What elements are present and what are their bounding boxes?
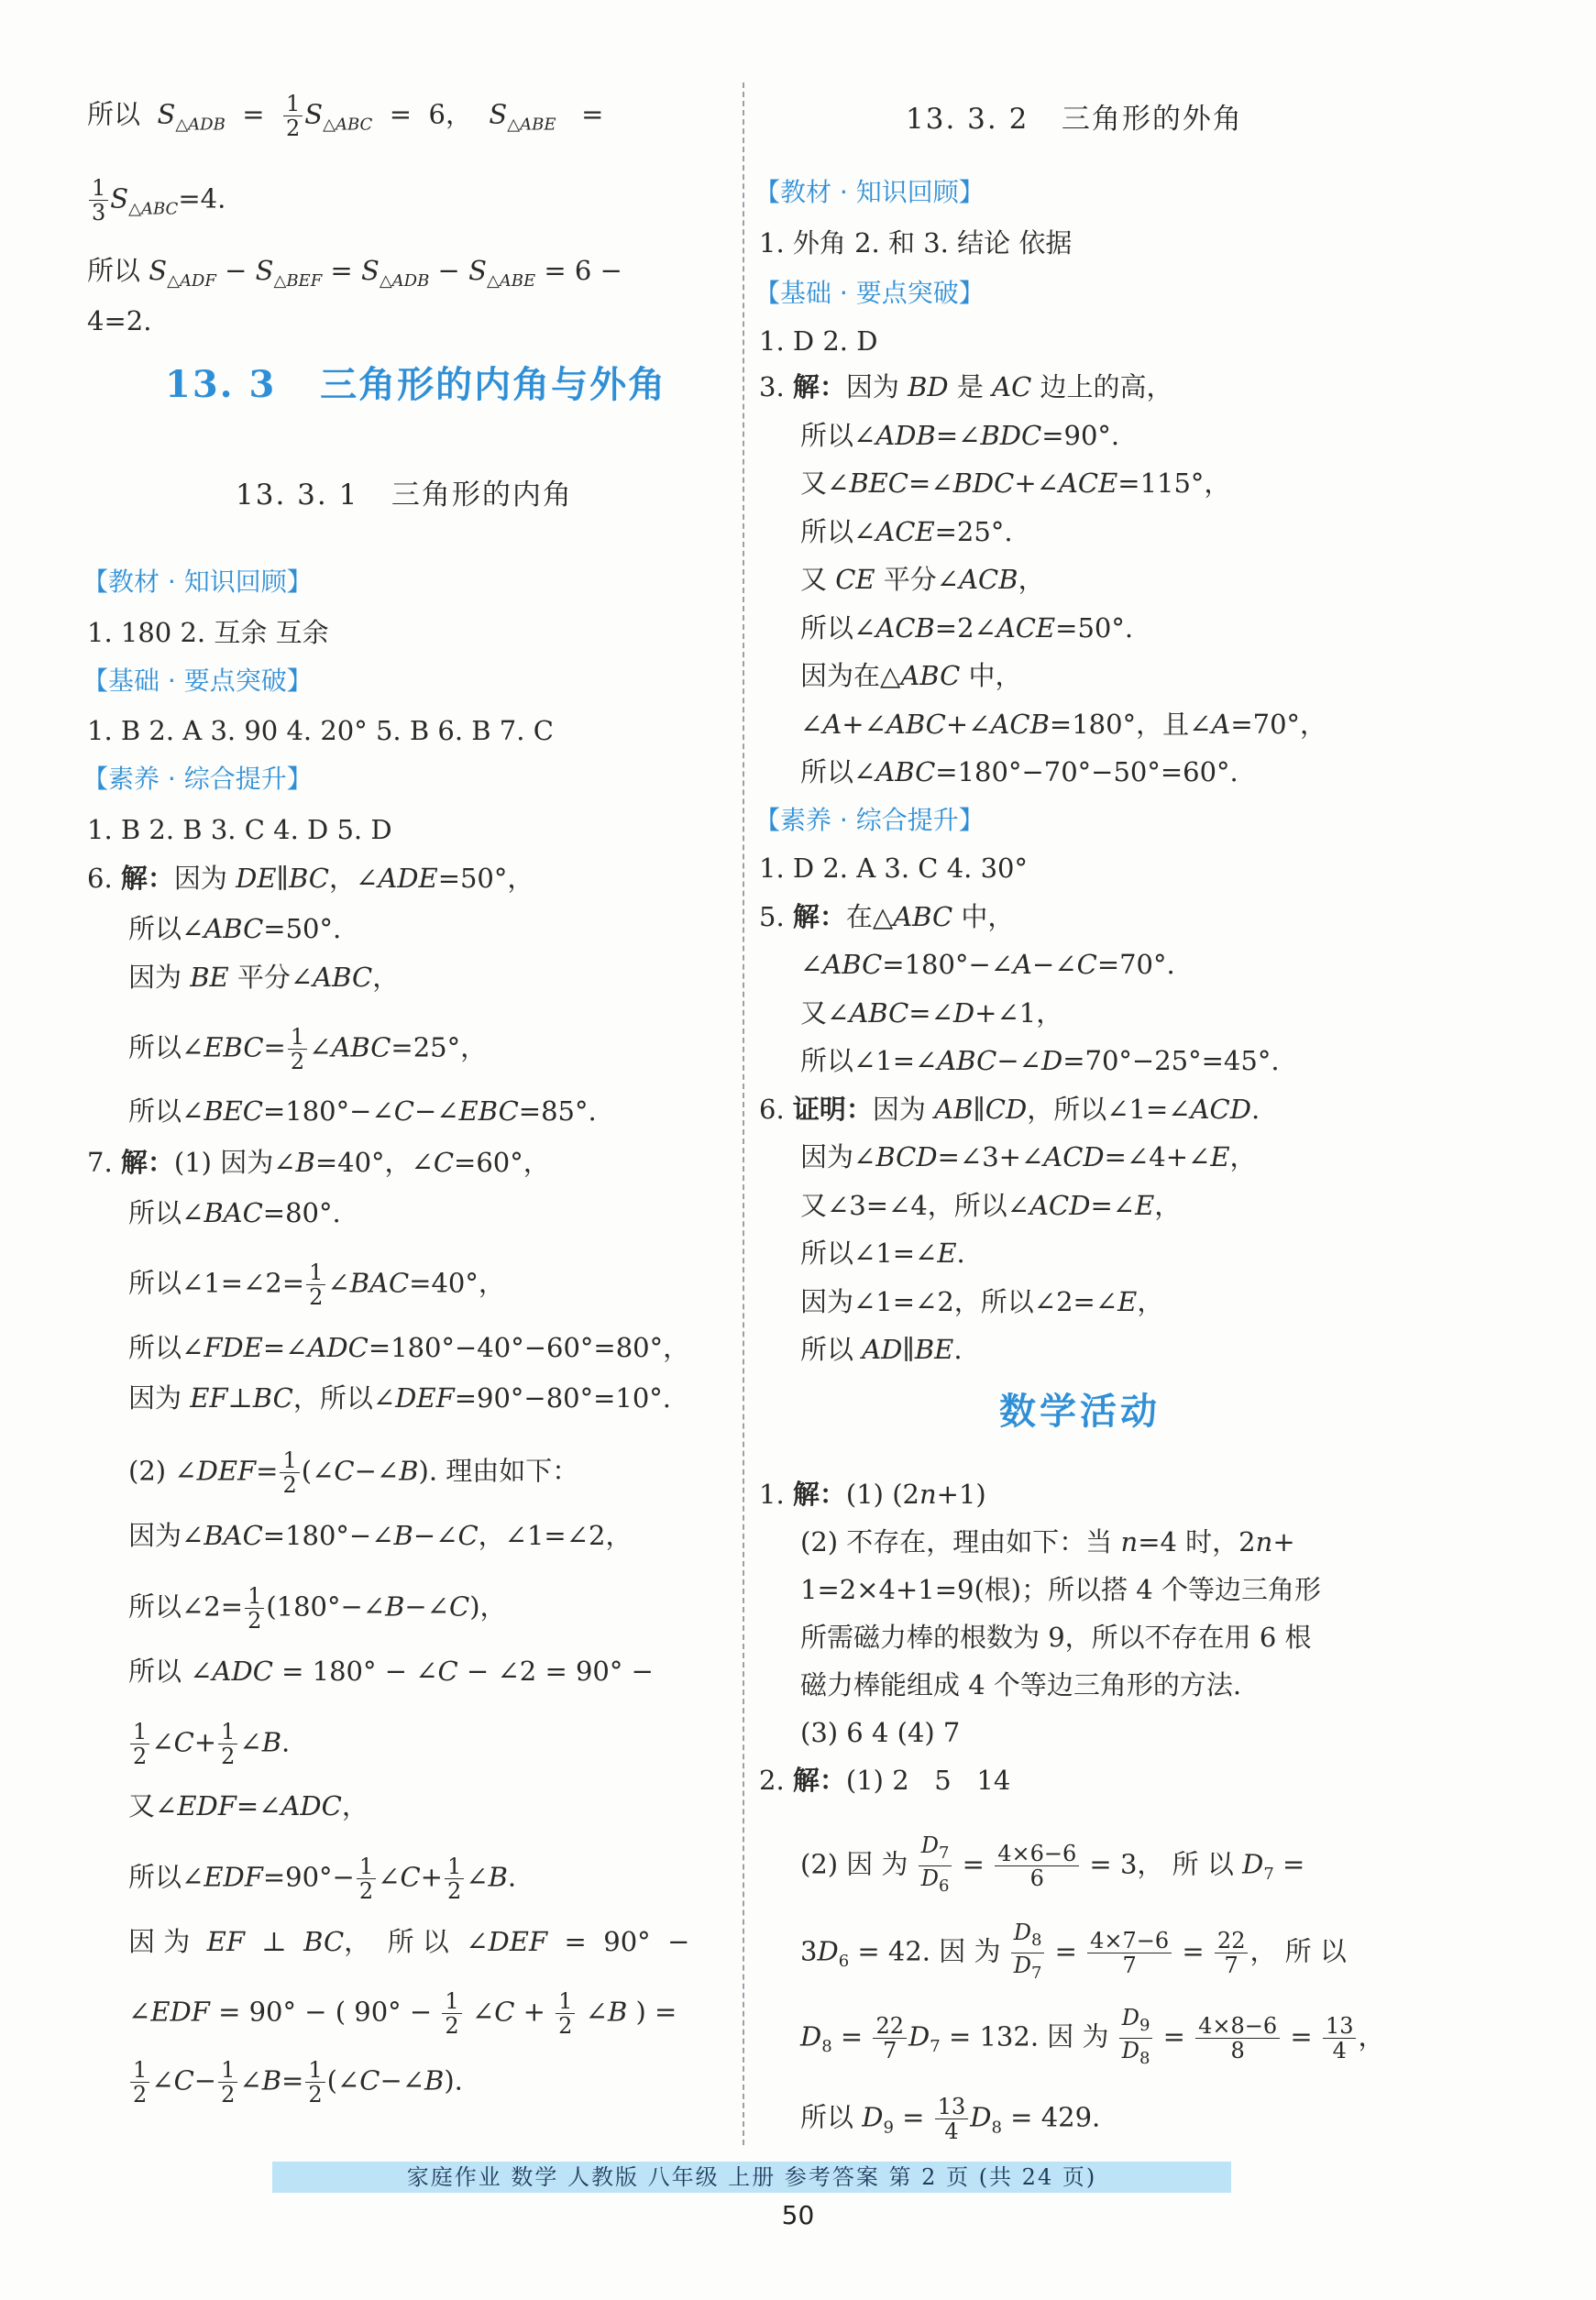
text-line: 因为∠1=∠2，所以∠2=∠E， <box>800 1286 1164 1317</box>
column-divider <box>743 83 744 2145</box>
text-line: ∠A+∠ABC+∠ACB=180°，且∠A=70°， <box>800 709 1327 740</box>
text-line: 因为 BE 平分∠ABC， <box>128 962 400 993</box>
text-line: $\frac{1}{2}$ ∠C− $\frac{1}{2}$ ∠B= $\frac{1}{2}$ (∠C−∠B). <box>128 2058 463 2107</box>
text-line: 所以∠2= $\frac{1}{2}$ (180°−∠B−∠C)， <box>128 1583 507 1634</box>
text-line: ∠EDF = 90° − ( 90° − $\frac{1}{2}$ ∠C + $\frac{1}{2}$ ∠B ) = <box>128 1988 677 2039</box>
text-line: ∠ABC=180°−∠A−∠C=70°. <box>800 949 1175 980</box>
text-line: 4=2. <box>87 305 152 336</box>
subsection-heading: 13. 3. 2 三角形的外角 <box>906 103 1243 136</box>
text-line: 所以 ∠ADC = 180° − ∠C − ∠2 = 90° − <box>128 1656 654 1687</box>
footer-bar: 家庭作业 数学 人教版 八年级 上册 参考答案 第 2 页 (共 24 页) <box>272 2162 1231 2193</box>
text-line: 6. 解：因为 DE∥BC，∠ADE=50°， <box>87 863 534 894</box>
text-line: 所以∠ADB=∠BDC=90°. <box>800 420 1120 451</box>
text-line: (2) ∠DEF= $\frac{1}{2}$ (∠C−∠B). 理由如下： <box>128 1447 579 1498</box>
text-line: 1=2×4+1=9(根)；所以搭 4 个等边三角形 <box>800 1574 1321 1605</box>
text-line: 因为 EF⊥BC，所以∠DEF=90°−80°=10°. <box>128 1382 672 1414</box>
answer-line: 1. B 2. A 3. 90 4. 20° 5. B 6. B 7. C <box>87 715 554 746</box>
text-line: 所以 $S_{\triangle ADB}$ = $\frac{1}{2}$ $S_{\triangle ABC} = 6$， $S_{\triangle ABE}$ = <box>87 91 604 141</box>
text-line: 所以 $S_{\triangle ADF} - S_{\triangle BEF} = S_{\triangle ADB} - S_{\triangle ABE} = 6$ − <box>87 255 622 291</box>
text-line: 所以∠EDF=90°− $\frac{1}{2}$ ∠C+ $\frac{1}{2}$ ∠B. <box>128 1854 517 1904</box>
text-line: 所以∠1=∠ABC−∠D=70°−25°=45°. <box>800 1045 1280 1076</box>
text-line: 又∠BEC=∠BDC+∠ACE=115°， <box>800 468 1231 499</box>
text-line: 所以 $D_9$ = $\frac{13}{4}$ $D_8 = 429$. <box>800 2094 1101 2144</box>
text-line: 因为在△ABC 中， <box>800 660 1022 691</box>
answer-line: 1. D 2. A 3. C 4. 30° <box>759 853 1028 884</box>
text-line: 所以∠ABC=50°. <box>128 913 342 944</box>
text-line: 2. 解：(1) 2 5 14 <box>759 1765 1011 1796</box>
text-line: $3D_6 = 42$. 因 为 $\frac{D_8}{D_7}$ = $\frac{4\times 7-6}{7}$ = $\frac{22}{7}$ ， 所 以 <box>800 1920 1347 1983</box>
text-line: 1. 解：(1) (2n+1) <box>759 1479 986 1510</box>
text-line: 所以∠FDE=∠ADC=180°−40°−60°=80°， <box>128 1332 690 1363</box>
text-line: 又∠ABC=∠D+∠1， <box>800 997 1063 1029</box>
text-line: $D_8$ = $\frac{22}{7}$ $D_7 = 132$. 因 为 $\frac{D_9}{D_8}$ = $\frac{4\times 8-6}{8}$ = $\frac{13}{4}$ ， <box>800 2005 1385 2068</box>
page-number: 50 <box>781 2200 815 2230</box>
text-line: 所需磁力棒的根数为 9，所以不存在用 6 根 <box>800 1622 1312 1653</box>
text-line: 又 CE 平分∠ACB， <box>800 564 1045 595</box>
text-line: 所以∠1=∠2= $\frac{1}{2}$ ∠BAC=40°， <box>128 1260 505 1310</box>
text-line: 因为∠BCD=∠3+∠ACD=∠4+∠E， <box>800 1141 1257 1172</box>
text-line: (2) 因 为 $\frac{D_7}{D_6}$ = $\frac{4\times 6-6}{6}$ = 3， 所 以 $D_7$ = <box>800 1832 1305 1896</box>
text-line: 3. 解：因为 BD 是 AC 边上的高， <box>759 371 1173 402</box>
section-tag: 【教材 · 知识回顾】 <box>754 177 985 207</box>
text-line: 又∠3=∠4，所以∠ACD=∠E， <box>800 1190 1182 1221</box>
text-line: 所以∠BEC=180°−∠C−∠EBC=85°. <box>128 1095 597 1127</box>
text-line: 所以∠ABC=180°−70°−50°=60°. <box>800 756 1238 787</box>
text-line: 又∠EDF=∠ADC， <box>128 1790 369 1821</box>
text-line: 因为∠BAC=180°−∠B−∠C，∠1=∠2， <box>128 1520 633 1551</box>
text-line: (2) 不存在，理由如下：当 n=4 时，2n+ <box>800 1526 1295 1557</box>
section-tag: 【素养 · 综合提升】 <box>754 805 985 835</box>
text-line: 5. 解：在△ABC 中， <box>759 901 1015 932</box>
text-line: 6. 证明：因为 AB∥CD，所以∠1=∠ACD. <box>759 1094 1260 1125</box>
text-line: 所以∠1=∠E. <box>800 1238 965 1269</box>
section-tag: 【基础 · 要点突破】 <box>754 278 985 308</box>
text-line: $\frac{1}{3}$ $S_{\triangle ABC}=4$. <box>87 176 226 227</box>
answer-line: 1. 外角 2. 和 3. 结论 依据 <box>759 227 1073 259</box>
text-line: 所以∠BAC=80°. <box>128 1197 341 1228</box>
section-tag: 【素养 · 综合提升】 <box>83 764 313 794</box>
text-line: $\frac{1}{2}$ ∠C+ $\frac{1}{2}$ ∠B. <box>128 1720 290 1768</box>
subsection-heading: 13. 3. 1 三角形的内角 <box>236 479 573 512</box>
section-tag: 【基础 · 要点突破】 <box>83 666 313 696</box>
text-line: 磁力棒能组成 4 个等边三角形的方法. <box>800 1669 1242 1700</box>
text-line: 所以∠EBC= $\frac{1}{2}$ ∠ABC=25°， <box>128 1024 488 1074</box>
text-line: (3) 6 4 (4) 7 <box>800 1717 961 1748</box>
answer-line: 1. 180 2. 互余 互余 <box>87 617 329 648</box>
section-tag: 【教材 · 知识回顾】 <box>83 567 313 597</box>
answer-line: 1. B 2. B 3. C 4. D 5. D <box>87 814 392 845</box>
activity-heading: 数学活动 <box>999 1390 1161 1433</box>
text-line: 因 为 EF ⊥ BC， 所 以 ∠DEF = 90° − <box>128 1926 690 1957</box>
section-heading: 13. 3 三角形的内角与外角 <box>165 363 667 406</box>
text-line: 所以∠ACB=2∠ACE=50°. <box>800 612 1134 644</box>
text-line: 7. 解：(1) 因为∠B=40°，∠C=60°， <box>87 1147 550 1178</box>
answer-line: 1. D 2. D <box>759 325 878 357</box>
text-line: 所以∠ACE=25°. <box>800 516 1013 547</box>
text-line: 所以 AD∥BE. <box>800 1334 963 1365</box>
